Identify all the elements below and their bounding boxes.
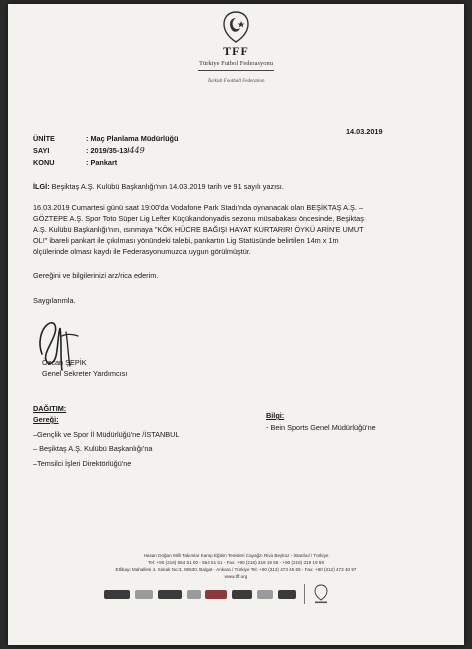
- distribution-heading: DAĞITIM:: [33, 404, 67, 413]
- gereği-item-1: –Gençlik ve Spor İl Müdürlüğü'ne /İSTANBUL: [33, 430, 180, 439]
- header-divider: [198, 70, 274, 71]
- gereği-item-3: –Temsilci İşleri Direktörlüğü'ne: [33, 459, 132, 468]
- sayi-handwritten: 449: [129, 146, 145, 155]
- document-date: 14.03.2019: [346, 127, 383, 136]
- sponsor-logo-4: [187, 590, 201, 599]
- tff-crest-icon: [206, 10, 266, 44]
- org-abbreviation: TFF: [223, 44, 249, 58]
- konu-value: : Pankart: [86, 158, 118, 167]
- body-line-1: 16.03.2019 Cumartesi günü saat 19:00'da Vodafone Park Stadı'nda oynanacak olan BEŞİKTAŞ A.Ş. –: [33, 203, 364, 212]
- bilgi-label: Bilgi:: [266, 411, 285, 420]
- signatory-name: Özcan ŞEPİK: [42, 358, 87, 367]
- ilgi-label: İLGİ:: [33, 182, 50, 191]
- gereği-item-2: – Beşiktaş A.Ş. Kulübü Başkanlığı'na: [33, 444, 153, 453]
- sponsor-logo-3: [158, 590, 182, 599]
- footer-divider: [304, 584, 305, 604]
- request-line: Gereğini ve bilgilerinizi arz/rica ederim.: [33, 271, 159, 280]
- sayi-value: [86, 146, 145, 156]
- footer-phone-1: Tel: +90 (216) 554 51 00 - 554 51 51 - Fax: +90 (216) 319 19 58 - +90 (216) 319 19 59: [148, 560, 324, 565]
- footer-address-1: Hasan Doğan Milli Takımlar Kamp Eğitim Tesisleri Cayağzı Riva Beykoz - İstanbul / Türkiye: [143, 553, 329, 558]
- sponsor-logo-8: [278, 590, 296, 599]
- sponsor-logo-1: [104, 590, 130, 599]
- sponsor-logo-7: [257, 590, 273, 599]
- gereği-label: Gereği:: [33, 415, 59, 424]
- org-motto: Turkish Football Federation: [207, 79, 265, 84]
- bilgi-item-1: - Bein Sports Genel Müdürlüğü'ne: [266, 423, 376, 432]
- sponsor-logo-2: [135, 590, 153, 599]
- unite-value: : Maç Planlama Müdürlüğü: [86, 134, 179, 143]
- body-line-5: ölçülerinde olması kaydı ile Federasyonumuzca uygun görülmüştür.: [33, 247, 251, 256]
- unite-label: ÜNİTE: [33, 134, 55, 143]
- konu-label: KONU: [33, 158, 55, 167]
- sponsor-logos: [100, 586, 300, 602]
- document-page: [8, 4, 464, 645]
- sponsor-logo-5: [205, 590, 227, 599]
- ilgi-line: [33, 182, 284, 192]
- sayi-label: SAYI: [33, 146, 50, 155]
- sponsor-logo-6: [232, 590, 252, 599]
- ilgi-text: Beşiktaş A.Ş. Kulübü Başkanlığı'nın 14.03.2019 tarih ve 91 sayılı yazısı.: [51, 182, 284, 191]
- tff-small-logo-icon: [310, 583, 332, 605]
- body-line-3: A.Ş. Kulübü Başkanlığı'nın, ısınmaya "KÖK HÜCRE BAĞIŞI HAYAT KURTARIR! ÖYKÜ ARİN'E UMUT: [33, 225, 364, 234]
- body-line-2: GÖZTEPE A.Ş. Spor Toto Süper Lig Lefter Küçükandonyadis sezonu müsabakası öncesinde, Beşiktaş: [33, 214, 364, 223]
- signatory-title: Genel Sekreter Yardımcısı: [42, 369, 128, 378]
- sayi-number: : 2019/35-13/: [86, 146, 130, 155]
- footer-address-2: Etlibayı Mahallesi 4. Sokak No:3, 06530, Balgat - Ankara / Türkiye Tel: +90 (312) 473 45 65 - Fax: +90 (312) 473 40 97: [115, 567, 357, 572]
- body-line-4: OL!" ibareli pankart ile çıkılması yönündeki talebi, pankartın Lig Statüsünde belirtilen 14m x 1m: [33, 236, 339, 245]
- org-name: Türkiye Futbol Federasyonu: [198, 60, 274, 67]
- closing-line: Saygılarımla.: [33, 296, 76, 305]
- footer-website: www.tff.org: [224, 574, 248, 579]
